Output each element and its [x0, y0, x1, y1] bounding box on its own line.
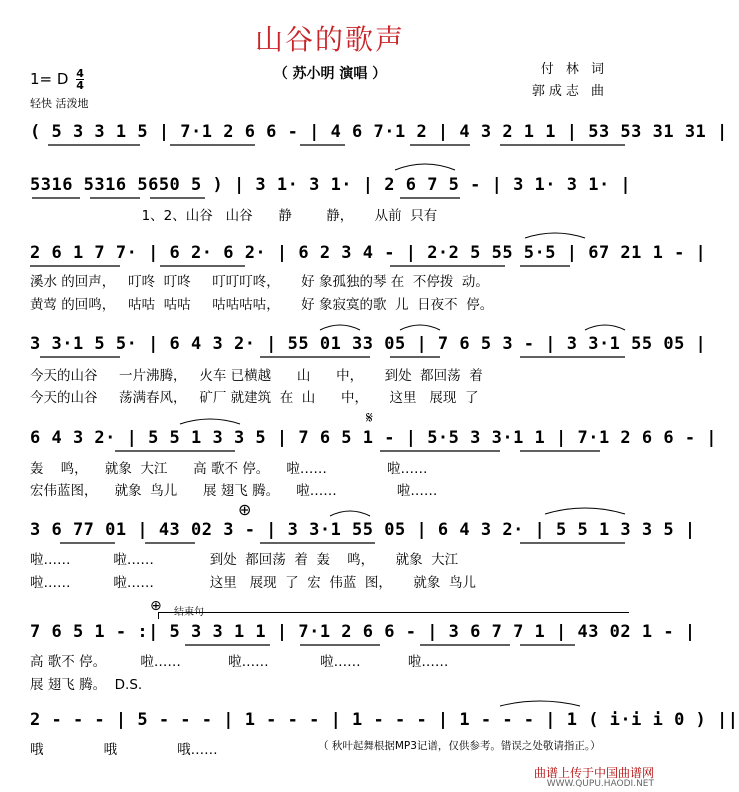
composer-credit: 郭成志 曲	[531, 84, 608, 99]
tempo-marking: 轻快 活泼地	[30, 97, 89, 110]
coda-end-icon: ⊕	[150, 598, 162, 614]
tie-4	[400, 325, 440, 330]
transcriber-note: （ 秋叶起舞根据MP3记谱，仅供参考。错误之处敬请指正。）	[318, 740, 601, 752]
music-line-2: 5316 5316 5650 5 ) | 3 1· 3 1· | 2 6 7 5 - | 3 1· 3 1· |	[30, 175, 632, 195]
tie-8	[545, 508, 625, 514]
music-line-5: 6 4 3 2· | 5 5 1 3 3 5 | 7 6 5 1 - | 5·5 3 3·1 1 | 7·1 2 6 6 - |	[30, 428, 718, 448]
music-line-1: ( 5 3 3 1 5 | 7·1 2 6 6 - | 4 6 7·1 2 | 4 3 2 1 1 | 53 53 31 31 |	[30, 122, 728, 142]
music-line-3: 2 6 1 7 7· | 6 2· 6 2· | 6 2 3 4 - | 2·2 5 55 5·5 | 67 21 1 - |	[30, 243, 707, 263]
site-url: WWW.QUPU.HAODI.NET	[546, 779, 654, 789]
upload-credit: 曲谱上传于中国曲谱网	[533, 766, 654, 780]
time-denominator: 4	[76, 79, 84, 92]
time-numerator: 4	[76, 67, 84, 80]
tie-1	[395, 164, 455, 170]
segno-icon: 𝄋	[366, 408, 373, 427]
beam-underlines	[30, 145, 625, 645]
lyric-line-2: 1、2、山谷 山谷 静 静， 从前 只有	[30, 208, 438, 224]
music-line-8: 2 - - - | 5 - - - | 1 - - - | 1 - - - | 1 - - - | 1 ( i·i i 0 ) ||	[30, 710, 739, 730]
lyric-line-8: 哦 哦 哦……	[30, 742, 218, 758]
lyric-line-5a: 轰 鸣， 就象 大江 高 歌不 停。 啦…… 啦……	[30, 461, 428, 477]
tie-6	[180, 419, 240, 424]
lyric-line-4b: 今天的山谷 荡满春风， 矿厂 就建筑 在 山 中， 这里 展现 了	[30, 390, 479, 406]
lyric-line-7a: 高 歌不 停。 啦…… 啦…… 啦…… 啦……	[30, 654, 449, 670]
tie-3	[320, 325, 360, 330]
song-title: 山谷的歌声	[254, 23, 405, 56]
lyric-line-7b: 展 翅飞 腾。 D.S.	[30, 677, 143, 693]
lyric-line-4a: 今天的山谷 一片沸腾， 火车 已横越 山 中， 到处 都回荡 着	[30, 368, 483, 384]
lyric-line-6b: 啦…… 啦…… 这里 展现 了 宏 伟蓝 图， 就象 鸟儿	[30, 575, 476, 591]
music-line-6: 3 6 77 01 | 43 02 3 - | 3 3·1 55 05 | 6 4 3 2· | 5 5 1 3 3 5 |	[30, 520, 696, 540]
music-line-4: 3 3·1 5 5· | 6 4 3 2· | 55 01 33 05 | 7 6 5 3 - | 3 3·1 55 05 |	[30, 334, 707, 354]
tie-9	[500, 701, 580, 706]
lyric-line-5b: 宏伟蓝图， 就象 鸟儿 展 翅飞 腾。 啦…… 啦……	[30, 483, 438, 499]
tie-2	[525, 233, 585, 238]
tie-arcs	[180, 164, 625, 706]
tie-5	[585, 325, 625, 330]
lyric-line-3a: 溪水 的回声， 叮咚 叮咚 叮叮叮咚， 好 象孤独的琴 在 不停拨 动。	[30, 274, 489, 290]
lyricist-credit: 付 林 词	[540, 62, 608, 77]
key-text: 1= D	[30, 70, 69, 88]
singer-credit: （ 苏小明 演唱 ）	[273, 66, 387, 82]
music-line-7: 7 6 5 1 - :| 5 3 3 1 1 | 7·1 2 6 6 - | 3 6 7 7 1 | 43 02 1 - |	[30, 622, 696, 642]
ending-label: 结束句	[174, 607, 204, 618]
lyric-line-6a: 啦…… 啦…… 到处 都回荡 着 轰 鸣， 就象 大江	[30, 552, 459, 568]
coda-icon: ⊕	[238, 500, 252, 519]
lyric-line-3b: 黄莺 的回鸣， 咕咕 咕咕 咕咕咕咕， 好 象寂寞的歌 儿 日夜不 停。	[30, 297, 494, 313]
tie-7	[330, 511, 370, 516]
